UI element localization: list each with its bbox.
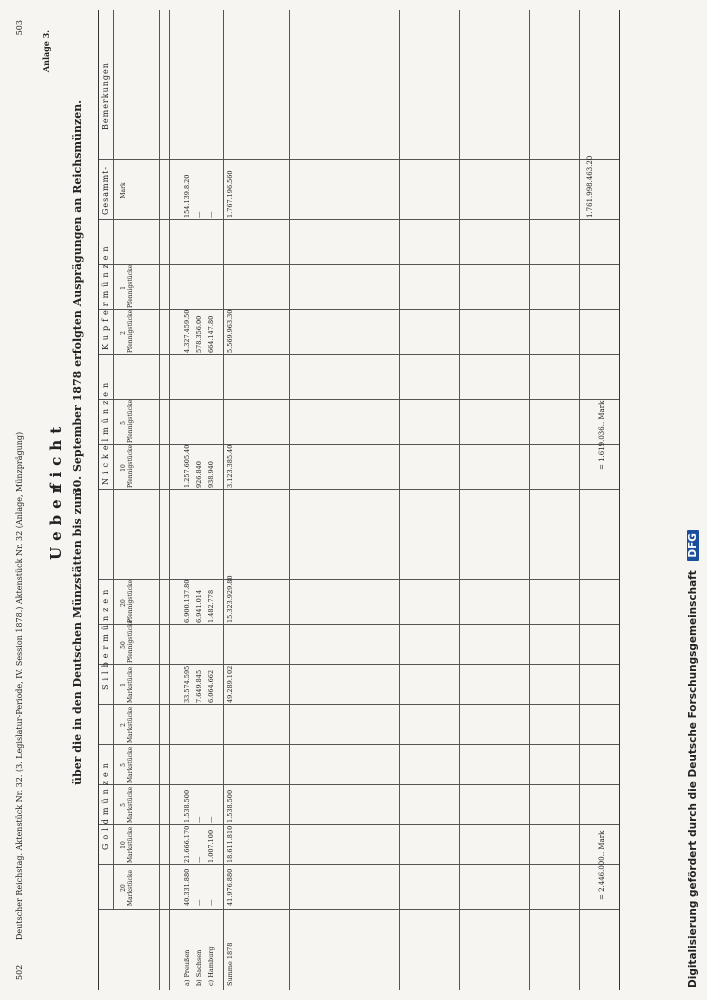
row-label: c) Hamburg	[207, 946, 215, 986]
subtitle-right: 30. September 1878 erfolgten Ausprägungen an Reichsmünzen.	[71, 99, 84, 495]
column-rule	[99, 264, 619, 265]
col-header: 1 Pfennigstücke	[120, 264, 134, 308]
column-rule	[99, 784, 619, 785]
table-cell: 4.327.459.50	[183, 309, 191, 353]
watermark-text: Digitalisierung gefördert durch die Deutsche Forschungsgemeinschaft	[687, 570, 699, 988]
table-cell: —	[195, 856, 203, 863]
section-rule	[579, 10, 580, 990]
column-rule	[99, 444, 619, 445]
coinage-table	[98, 10, 620, 990]
column-rule	[99, 744, 619, 745]
table-cell: 5.569.963.30	[226, 309, 234, 353]
column-rule	[99, 159, 619, 160]
table-cell: 578.356.00	[195, 315, 203, 353]
table-cell: —	[195, 899, 203, 906]
table-cell: 15.323.929.80	[226, 575, 234, 623]
col-header: 5 Markstücke	[120, 786, 134, 823]
total-left: = 2.446.000.. Mark	[598, 830, 606, 900]
table-cell: 6.064.662	[207, 669, 215, 703]
running-header	[16, 10, 30, 990]
rotated-table-page	[8, 10, 698, 990]
row-label: a) Preußen	[183, 949, 191, 986]
group-nickel: Nickelmünzen	[101, 378, 110, 485]
table-cell: 154.139.8.20	[183, 174, 191, 218]
col-header: 10 Pfennigstücke	[120, 444, 134, 488]
dfg-watermark-text	[687, 8, 701, 988]
table-cell: 6.941.014	[195, 589, 203, 623]
group-copper: Kupfermünzen	[101, 242, 110, 350]
row-label: Summe 1878	[226, 942, 234, 986]
table-cell: —	[195, 816, 203, 823]
table-cell: —	[207, 816, 215, 823]
table-cell: 18.611.810	[226, 825, 234, 863]
table-cell: 49.289.102	[226, 665, 234, 703]
group-remarks: Bemerkungen	[101, 62, 110, 130]
table-cell: 1.538.500	[226, 789, 234, 823]
table-cell: 40.331.880	[183, 868, 191, 906]
header-rule	[169, 10, 170, 990]
col-header: 20 Pfennigstücke	[120, 579, 134, 623]
col-header: 5 Markstücke	[120, 746, 134, 783]
column-rule	[99, 624, 619, 625]
dfg-logo: DFG	[687, 530, 699, 561]
column-rule	[99, 354, 619, 355]
grand-total: 1.761.998.463.20	[586, 155, 594, 218]
appendix-label: Anlage 3.	[41, 30, 51, 73]
column-rule	[99, 824, 619, 825]
table-cell: 1.007.100	[207, 829, 215, 863]
group-silver: Silbermünzen	[101, 585, 110, 690]
dfg-watermark	[685, 8, 703, 992]
title-part-left: Ueber	[47, 479, 65, 560]
title-part-right: ficht	[47, 420, 65, 490]
group-total: Gesammt-	[101, 165, 110, 215]
table-cell: 1.257.605.40	[183, 444, 191, 488]
col-header: 5 Pfennigstücke	[120, 399, 134, 443]
table-cell: 1.767.196.560	[226, 170, 234, 218]
col-header: 1 Markstücke	[120, 666, 134, 703]
column-rule	[99, 219, 619, 220]
table-cell: 664.147.80	[207, 315, 215, 353]
col-header: 2 Markstücke	[120, 706, 134, 743]
table-cell: 6.900.137.80	[183, 579, 191, 623]
col-header: 10 Markstücke	[120, 826, 134, 863]
table-cell: 938.940	[207, 461, 215, 488]
section-rule	[289, 10, 290, 990]
section-rule	[459, 10, 460, 990]
table-cell: 3.123.385.40	[226, 444, 234, 488]
header-rule	[113, 10, 114, 910]
col-header: 50 Pfennigstücke	[120, 619, 134, 663]
table-cell: 33.574.595	[183, 665, 191, 703]
header-rule	[159, 10, 160, 990]
section-rule	[399, 10, 400, 990]
table-cell: 21.666.170	[183, 825, 191, 863]
col-header: 20 Markstücke	[120, 869, 134, 907]
table-cell: 41.976.880	[226, 868, 234, 906]
page-number-right: 503	[15, 20, 24, 36]
page-number-left: 502	[15, 964, 24, 980]
row-label: b) Sachsen	[195, 949, 203, 986]
column-rule	[99, 309, 619, 310]
column-rule	[99, 704, 619, 705]
column-rule	[99, 909, 619, 910]
column-rule	[99, 864, 619, 865]
total-right: = 1.619.036.. Mark	[598, 400, 606, 470]
header-text-left: Deutscher Reichstag. Aktenstück Nr. 32. (3. Legislatur-Periode, IV. Session 1878.) Aktenstück Nr. 32 (Anlage, Münzprägung)	[15, 431, 24, 940]
table-cell: 1.538.500	[183, 789, 191, 823]
group-gold: Goldmünzen	[101, 759, 110, 850]
col-header: Mark	[120, 182, 127, 199]
column-rule	[99, 664, 619, 665]
table-cell: —	[195, 211, 203, 218]
table-cell: 926.840	[195, 461, 203, 488]
column-rule	[99, 579, 619, 580]
column-rule	[99, 489, 619, 490]
table-cell: 1.482.778	[207, 589, 215, 623]
col-header: 2 Pfennigstücke	[120, 309, 134, 353]
table-cell: —	[207, 899, 215, 906]
sum-rule	[223, 10, 224, 990]
column-rule	[99, 399, 619, 400]
section-rule	[529, 10, 530, 990]
table-cell: —	[207, 211, 215, 218]
subtitle-left: über die in den Deutschen Münzstätten bis zum	[71, 488, 84, 785]
table-cell: 7.649.845	[195, 669, 203, 703]
